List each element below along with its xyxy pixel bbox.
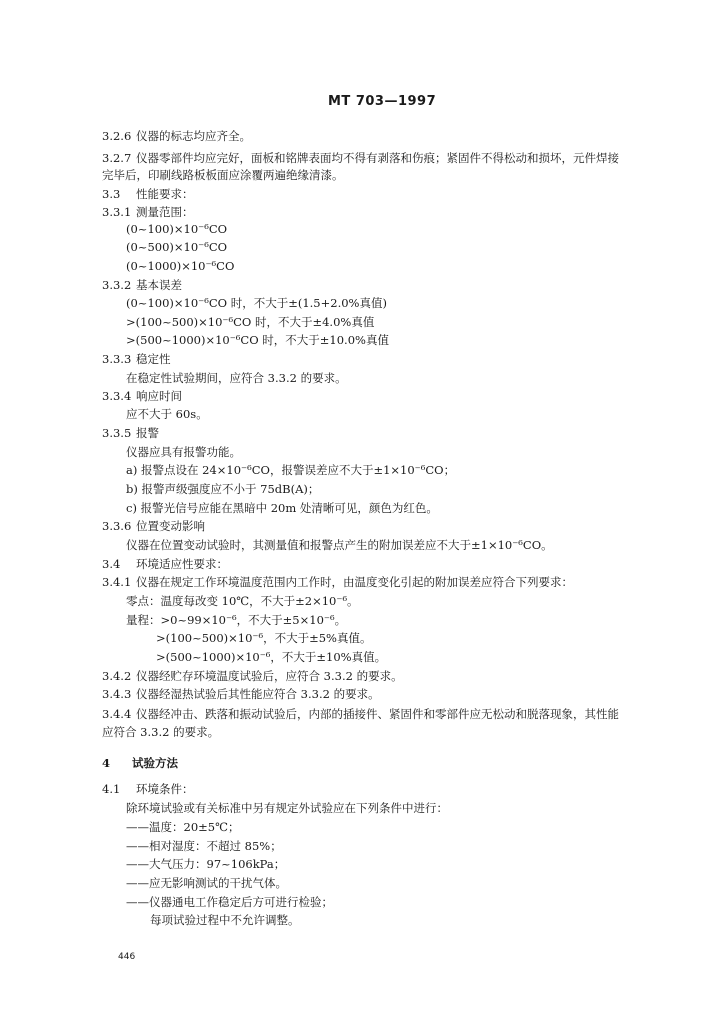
clause-3-4-2 <box>102 669 403 683</box>
clause-3-3-5 <box>102 426 159 440</box>
clause-text: 稳定性 <box>136 352 171 366</box>
body-line: 应不大于 60s。 <box>126 407 208 421</box>
list-item: c) 报警光信号应能在黑暗中 20m 处清晰可见，颜色为红色。 <box>126 501 438 515</box>
clause-text: 仪器经湿热试验后其性能应符合 3.3.2 的要求。 <box>136 687 380 701</box>
clause-number: 3.4 <box>102 557 121 571</box>
clause-3-3-1 <box>102 205 194 219</box>
clause-3-4-3 <box>102 687 380 701</box>
clause-3-3-2 <box>102 278 182 292</box>
clause-text: 响应时间 <box>136 389 182 403</box>
clause-number: 3.3.1 <box>102 205 132 219</box>
clause-text: 测量范围： <box>136 205 194 219</box>
clause-number: 3.3 <box>102 187 121 201</box>
condition-item: ——温度：20±5℃； <box>126 820 240 834</box>
condition-note: 每项试验过程中不允许调整。 <box>150 913 300 927</box>
clause-text: 仪器的标志均应齐全。 <box>136 129 251 143</box>
clause-3-4 <box>102 557 228 571</box>
clause-3-3-6 <box>102 519 205 533</box>
body-line: 量程：>0~99×10⁻⁶，不大于±5×10⁻⁶。 <box>126 613 347 627</box>
clause-number: 3.3.2 <box>102 278 132 292</box>
clause-text: 基本误差 <box>136 278 182 292</box>
error-line: >(500~1000)×10⁻⁶CO 时，不大于±10.0%真值 <box>126 333 389 347</box>
clause-3-4-1 <box>102 575 573 589</box>
clause-number: 3.4.2 <box>102 669 132 683</box>
condition-item: ——相对湿度：不超过 85%； <box>126 839 282 853</box>
clause-text: 仪器经贮存环境温度试验后，应符合 3.3.2 的要求。 <box>136 669 403 683</box>
body-line: >(100~500)×10⁻⁶，不大于±5%真值。 <box>156 631 372 645</box>
condition-item: ——大气压力：97~106kPa； <box>126 857 286 871</box>
clause-text: 性能要求： <box>136 187 194 201</box>
clause-number: 3.4.1 <box>102 575 132 589</box>
error-line: (0~100)×10⁻⁶CO 时，不大于±(1.5+2.0%真值) <box>126 296 387 310</box>
clause-number: 3.4.3 <box>102 687 132 701</box>
body-line: 零点：温度每改变 10℃，不大于±2×10⁻⁶。 <box>126 594 359 608</box>
condition-item: ——仪器通电工作稳定后方可进行检验； <box>126 895 333 909</box>
range-line: (0~1000)×10⁻⁶CO <box>126 259 235 273</box>
clause-text: 仪器零部件均应完好，面板和铭牌表面均不得有剥落和伤痕；紧固件不得松动和损坏，元件焊接 <box>136 151 619 165</box>
section-4-heading <box>102 756 178 770</box>
page-number: 446 <box>118 952 136 962</box>
body-line: 在稳定性试验期间，应符合 3.3.2 的要求。 <box>126 371 347 385</box>
clause-text: 位置变动影响 <box>136 519 205 533</box>
clause-text: 环境条件： <box>136 782 194 796</box>
range-line: (0~100)×10⁻⁶CO <box>126 222 228 236</box>
clause-3-4-4-cont: 应符合 3.3.2 的要求。 <box>102 725 220 739</box>
clause-number: 3.3.6 <box>102 519 132 533</box>
clause-number: 3.2.6 <box>102 129 132 143</box>
list-item: b) 报警声级强度应不小于 75dB(A)； <box>126 482 320 496</box>
clause-3-3-3 <box>102 352 171 366</box>
clause-3-3-4 <box>102 389 182 403</box>
standard-header: MT 703—1997 <box>328 94 437 109</box>
clause-3-2-6 <box>102 129 251 143</box>
body-line: >(500~1000)×10⁻⁶，不大于±10%真值。 <box>156 650 387 664</box>
error-line: >(100~500)×10⁻⁶CO 时，不大于±4.0%真值 <box>126 315 375 329</box>
clause-number: 3.3.5 <box>102 426 132 440</box>
clause-number: 3.2.7 <box>102 151 132 165</box>
body-line: 除环境试验或有关标准中另有规定外试验应在下列条件中进行： <box>126 801 448 815</box>
section-title: 试验方法 <box>132 756 178 770</box>
clause-number: 3.3.4 <box>102 389 132 403</box>
clause-3-4-4 <box>102 707 619 721</box>
range-line: (0~500)×10⁻⁶CO <box>126 240 228 254</box>
clause-text: 仪器在规定工作环境温度范围内工作时，由温度变化引起的附加误差应符合下列要求： <box>136 575 573 589</box>
clause-3-2-7 <box>102 151 619 165</box>
clause-text: 仪器经冲击、跌落和振动试验后，内部的插接件、紧固件和零部件应无松动和脱落现象，其性能 <box>136 707 619 721</box>
condition-item: ——应无影响测试的干扰气体。 <box>126 876 287 890</box>
clause-3-2-7-cont: 完毕后，印刷线路板板面应涂覆两遍绝缘清漆。 <box>102 168 344 182</box>
section-number: 4 <box>102 756 111 770</box>
clause-number: 3.4.4 <box>102 707 132 721</box>
clause-3-3 <box>102 187 194 201</box>
clause-number: 3.3.3 <box>102 352 132 366</box>
clause-text: 环境适应性要求： <box>136 557 228 571</box>
clause-number: 4.1 <box>102 782 121 796</box>
body-line: 仪器应具有报警功能。 <box>126 445 241 459</box>
body-line: 仪器在位置变动试验时，其测量值和报警点产生的附加误差应不大于±1×10⁻⁶CO。 <box>126 538 553 552</box>
list-item: a) 报警点设在 24×10⁻⁶CO，报警误差应不大于±1×10⁻⁶CO； <box>126 463 456 477</box>
clause-text: 报警 <box>136 426 159 440</box>
clause-4-1 <box>102 782 194 796</box>
